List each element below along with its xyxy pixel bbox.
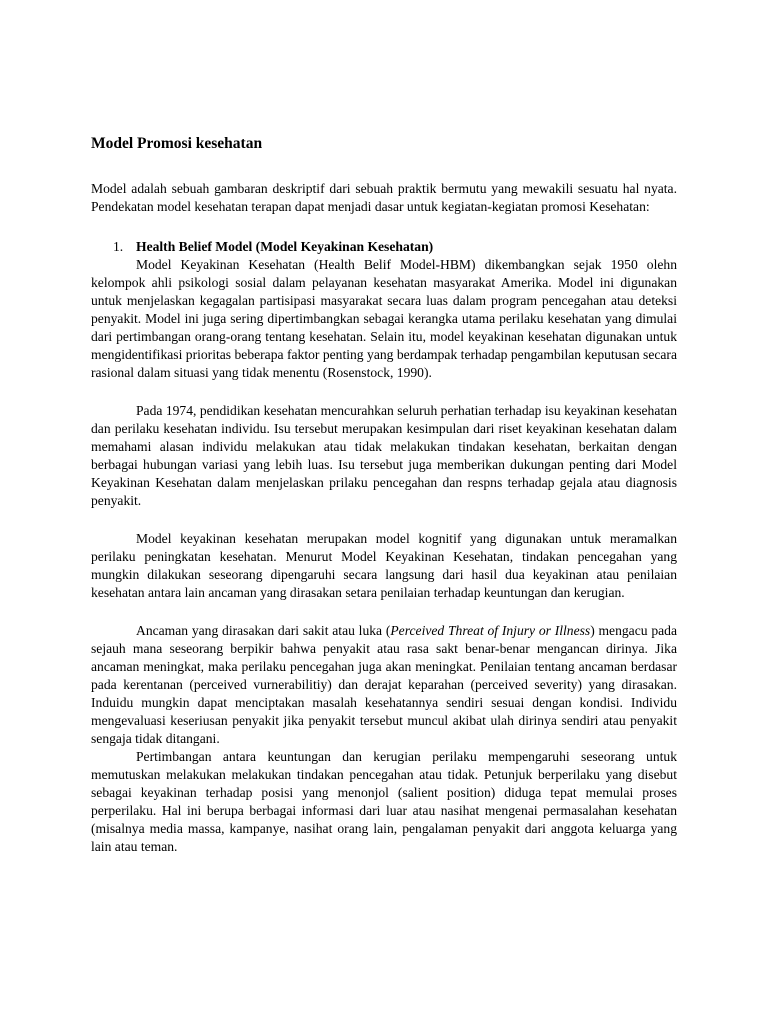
paragraph-4-italic-term: Perceived Threat of Injury or Illness [390,623,591,638]
paragraph-4-text-after: ) mengacu pada sejauh mana seseorang berpikir bahwa penyakit atau rasa sakt benar-benar mengancan dirinya. Jika ancaman meningkat, maka perilaku pencegahan juga akan meningkat. Penilaian tentang ancaman berdasar pada kerentanan (perceived vurnerabilitiy) dan derajat keparahan (perceived severity) yang dirasakan. Induidu mungkin dapat menciptakan masalah kesehatannya sendiri sesuai dengan kondisi. Individu mengevaluasi keseriusan penyakit jika penyakit tersebut muncul akibat ulah dirinya sendiri atau penyakit sengaja tidak ditangani. [91,623,677,746]
document-page [91,134,677,856]
document-title: Model Promosi kesehatan [91,135,263,152]
paragraph-1: Model Keyakinan Kesehatan (Health Belif Model-HBM) dikembangkan sejak 1950 olehn kelompok ahli psikologi sosial dalam pelayanan kesehatan masyarakat Amerika. Model ini digunakan untuk menjelaskan kegagalan partisipasi masyarakat secara luas dalam program pencegahan atau deteksi penyakit. Model ini juga sering dipertimbangkan sebagai kerangka utama perilaku kesehatan yang dimulai dari pertimbangan orang-orang tentang kesehatan. Selain itu, model keyakinan kesehatan digunakan untuk mengidentifikasi prioritas beberapa faktor penting yang berdampak terhadap pengambilan keputusan secara rasional dalam situasi yang tidak menentu (Rosenstock, 1990). [91,257,677,380]
section-number: 1. [113,239,124,254]
section-heading [91,238,677,256]
paragraph-2: Pada 1974, pendidikan kesehatan mencurahkan seluruh perhatian terhadap isu keyakinan kesehatan dan perilaku kesehatan individu. Isu tersebut merupakan kesimpulan dari riset keyakinan kesehatan dalam memahami alasan individu melakukan atau tidak melakukan tindakan kesehatan, berkaitan dengan berbagai hubungan variasi yang lebih luas. Isu tersebut juga memberikan dukungan penting dari Model Keyakinan Kesehatan dalam menjelaskan prilaku pencegahan dan respns terhadap gejala atau diagnosis penyakit. [91,403,677,508]
paragraph-4-text-before: Ancaman yang dirasakan dari sakit atau luka ( [136,623,391,638]
paragraph-4 [91,622,677,748]
paragraph-3: Model keyakinan kesehatan merupakan model kognitif yang digunakan untuk meramalkan perilaku peningkatan kesehatan. Menurut Model Keyakinan Kesehatan, tindakan pencegahan yang mungkin dilakukan seseorang dipengaruhi secara langsung dari hasil dua keyakinan atau penilaian kesehatan antara lain ancaman yang dirasakan setara penilaian terhadap keuntungan dan kerugian. [91,531,677,600]
section-heading-text: Health Belief Model (Model Keyakinan Kesehatan) [136,239,434,254]
paragraph-5: Pertimbangan antara keuntungan dan kerugian perilaku mempengaruhi seseorang untuk memutuskan melakukan melakukan tindakan pencegahan atau tidak. Petunjuk berperilaku yang disebut sebagai keyakinan terhadap posisi yang menonjol (salient position) diduga tepat memulai proses perperilaku. Hal ini berupa berbagai informasi dari luar atau nasihat mengenai permasalahan kesehatan (misalnya media massa, kampanye, nasihat orang lain, pengalaman penyakit dari anggota keluarga yang lain atau teman. [91,749,677,854]
intro-paragraph: Model adalah sebuah gambaran deskriptif dari sebuah praktik bermutu yang mewakili sesuatu hal nyata. Pendekatan model kesehatan terapan dapat menjadi dasar untuk kegiatan-kegiatan promosi Kesehatan: [91,181,677,214]
